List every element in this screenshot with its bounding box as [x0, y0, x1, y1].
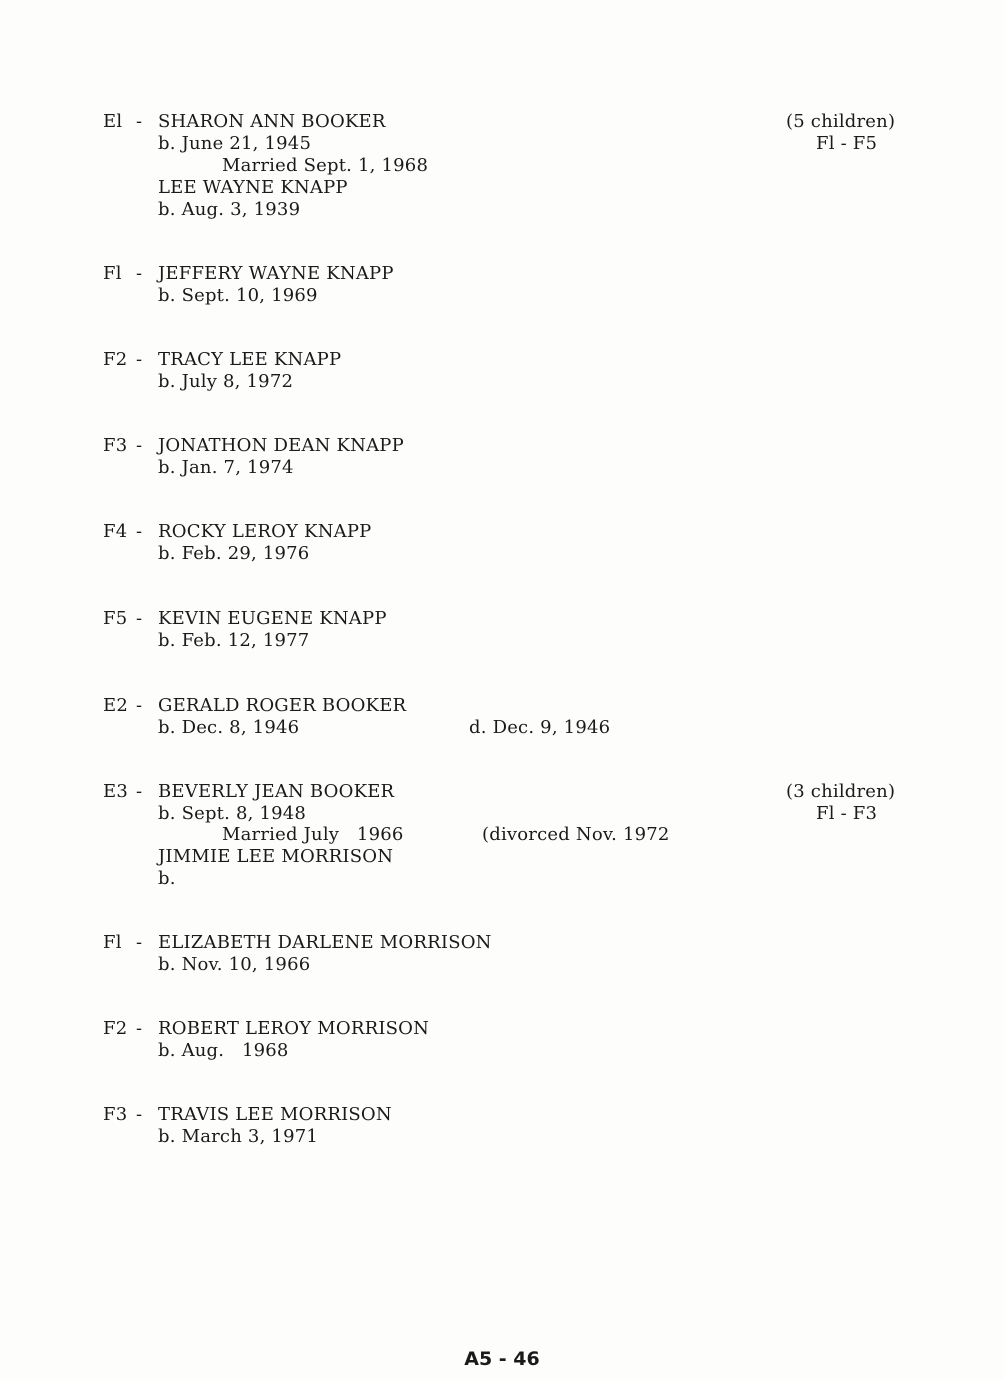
birth-date: b. Sept. 10, 1969: [158, 285, 318, 306]
dash-separator: -: [136, 111, 143, 132]
person-name: ELIZABETH DARLENE MORRISON: [158, 932, 492, 953]
person-name: SHARON ANN BOOKER: [158, 111, 386, 132]
dash-separator: -: [136, 781, 143, 802]
marriage-date: Married Sept. 1, 1968: [222, 155, 429, 176]
generation-code: F2: [103, 1018, 128, 1039]
person-name: ROCKY LEROY KNAPP: [158, 521, 372, 542]
page-number: A5 - 46: [464, 1348, 540, 1370]
dash-separator: -: [136, 521, 143, 542]
children-count: (3 children): [786, 781, 896, 802]
generation-code: F2: [103, 349, 128, 370]
death-date: d. Dec. 9, 1946: [469, 717, 611, 738]
spouse-birth: b. Aug. 3, 1939: [158, 199, 301, 220]
dash-separator: -: [136, 349, 143, 370]
marriage-date: Married July 1966: [222, 824, 404, 845]
dash-separator: -: [136, 608, 143, 629]
person-name: JONATHON DEAN KNAPP: [158, 435, 404, 456]
dash-separator: -: [136, 1104, 143, 1125]
dash-separator: -: [136, 1018, 143, 1039]
dash-separator: -: [136, 435, 143, 456]
dash-separator: -: [136, 263, 143, 284]
birth-date: b. Sept. 8, 1948: [158, 803, 307, 824]
person-name: TRACY LEE KNAPP: [158, 349, 342, 370]
dash-separator: -: [136, 695, 143, 716]
children-range: Fl - F5: [816, 133, 878, 154]
dash-separator: -: [136, 932, 143, 953]
spouse-name: LEE WAYNE KNAPP: [158, 177, 348, 198]
person-name: TRAVIS LEE MORRISON: [158, 1104, 392, 1125]
birth-date: b. Feb. 29, 1976: [158, 543, 310, 564]
generation-code: El: [103, 111, 123, 132]
person-name: GERALD ROGER BOOKER: [158, 695, 407, 716]
generation-code: F5: [103, 608, 128, 629]
spouse-birth: b.: [158, 868, 176, 889]
generation-code: F4: [103, 521, 128, 542]
divorce-date: (divorced Nov. 1972: [482, 824, 670, 845]
birth-date: b. March 3, 1971: [158, 1126, 319, 1147]
birth-date: b. Jan. 7, 1974: [158, 457, 294, 478]
birth-date: b. Nov. 10, 1966: [158, 954, 311, 975]
person-name: KEVIN EUGENE KNAPP: [158, 608, 387, 629]
spouse-name: JIMMIE LEE MORRISON: [158, 846, 394, 867]
children-range: Fl - F3: [816, 803, 878, 824]
generation-code: F3: [103, 435, 128, 456]
birth-date: b. June 21, 1945: [158, 133, 312, 154]
generation-code: Fl: [103, 263, 122, 284]
birth-date: b. Feb. 12, 1977: [158, 630, 310, 651]
generation-code: E2: [103, 695, 128, 716]
person-name: JEFFERY WAYNE KNAPP: [158, 263, 394, 284]
person-name: ROBERT LEROY MORRISON: [158, 1018, 430, 1039]
birth-date: b. Aug. 1968: [158, 1040, 289, 1061]
generation-code: E3: [103, 781, 128, 802]
birth-date: b. July 8, 1972: [158, 371, 294, 392]
person-name: BEVERLY JEAN BOOKER: [158, 781, 395, 802]
birth-date: b. Dec. 8, 1946: [158, 717, 300, 738]
generation-code: Fl: [103, 932, 122, 953]
children-count: (5 children): [786, 111, 896, 132]
generation-code: F3: [103, 1104, 128, 1125]
